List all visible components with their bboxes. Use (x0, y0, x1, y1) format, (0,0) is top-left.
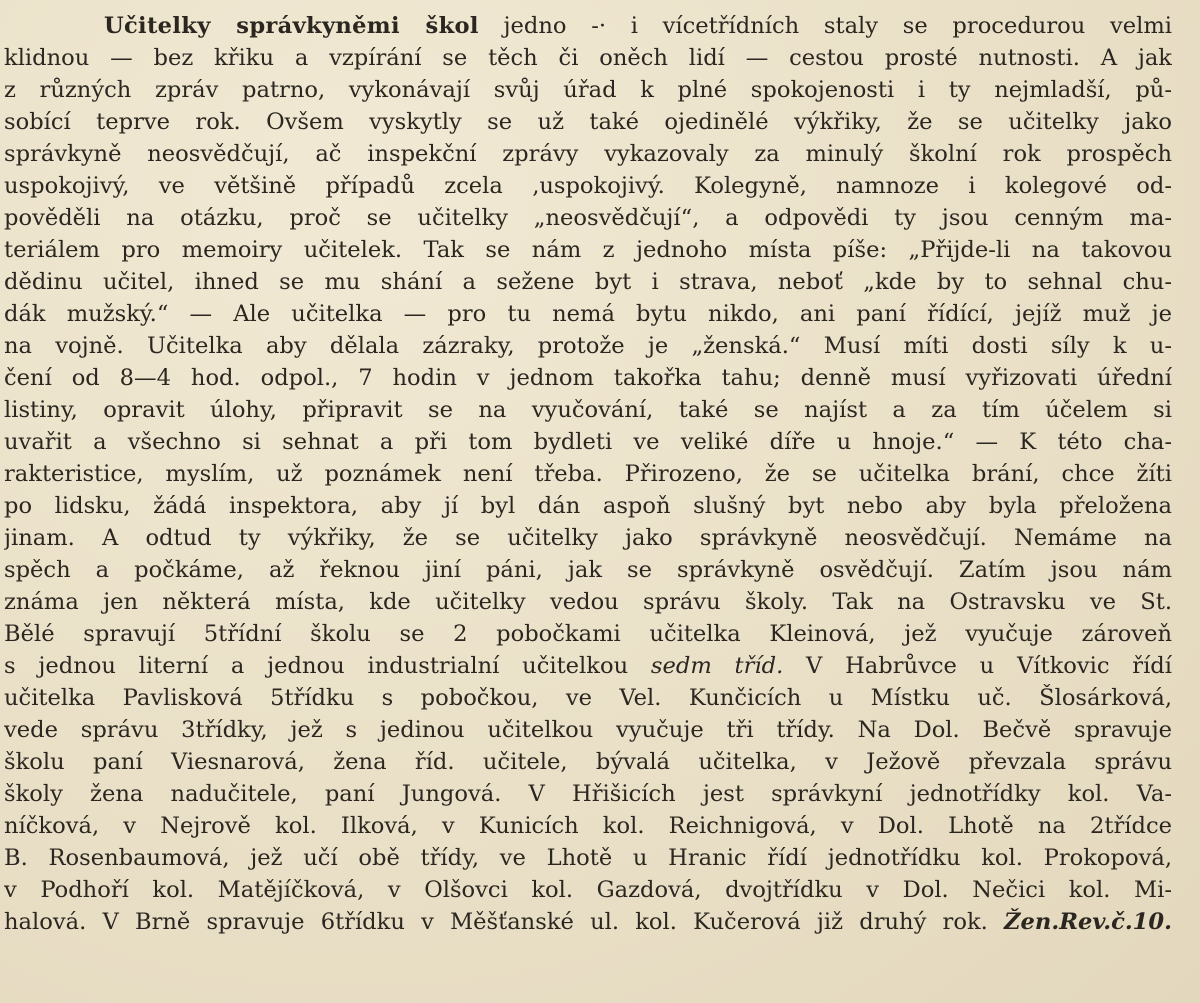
article-heading: Učitelky správkyněmi škol (104, 13, 479, 39)
text-line-18: spěch a počkáme, až řeknou jiní páni, jak se správkyně osvědčují. Zatím jsou nám (4, 557, 1172, 583)
text-line-9: dědinu učitel, ihned se mu shání a seženе byt i strava, neboť „kde by to sehnal chu- (4, 269, 1172, 295)
text-line-22: učitelka Pavlisková 5třídku s pobočkou, ve Vel. Kunčicích u Místku uč. Šlosárková, (4, 685, 1172, 711)
text-line-3: z různých zpráv patrno, vykonávají svůj úřad k plné spokojenosti i ty nejmladší, pů- (4, 77, 1172, 103)
text-line-28: v Podhoří kol. Matějíčková, v Olšovci kol. Gazdová, dvojtřídku v Dol. Nečici kol. Mi- (4, 877, 1172, 903)
text-line-21-before: s jednou literní a jednou industrialní učitelkou (4, 653, 651, 679)
text-line-12: čení od 8—4 hod. odpol., 7 hodin v jednom takořka tahu; denně musí vyřizovati úřední (4, 365, 1172, 391)
text-line-29-text: halová. V Brně spravuje 6třídku v Měšťanské ul. kol. Kučerová již druhý rok. (4, 909, 1005, 935)
text-line-8: teriálem pro memoiry učitelek. Tak se nám z jednoho místa píše: „Přijde-li na takovou (4, 237, 1172, 263)
text-line-2: klidnou — bez křiku a vzpírání se těch či oněch lidí — cestou prosté nutnosti. A jak (4, 45, 1172, 71)
text-line-25: školy žena nadučitele, paní Jungová. V Hřišicích jest správkyní jednotřídky kol. Va- (4, 781, 1172, 807)
text-line-10: dák mužský.“ — Ale učitelka — pro tu nemá bytu nikdo, ani paní řídící, jejíž muž je (4, 301, 1172, 327)
text-line-20: Bělé spravují 5třídní školu se 2 pobočkami učitelka Kleinová, jež vyučuje zároveň (4, 621, 1172, 647)
text-line-23: vede správu 3třídky, jež s jedinou učitelkou vyučuje tři třídy. Na Dol. Bečvě spravuje (4, 717, 1172, 743)
text-line-5: správkyně neosvědčují, ač inspekční zprávy vykazovaly za minulý školní rok prospěch (4, 141, 1172, 167)
text-line-24: školu paní Viesnarová, žena říd. učitele, bývalá učitelka, v Ježově převzala správu (4, 749, 1172, 775)
text-line-27: B. Rosenbaumová, jež učí obě třídy, ve Lhotě u Hranic řídí jednotřídku kol. Prokopová, (4, 845, 1172, 871)
text-line-1 (4, 10, 1172, 42)
text-line-6: uspokojivý, ve většině případů zcela ‚uspokojivý. Kolegyně, namnoze i kolegové od- (4, 173, 1172, 199)
text-line-16: po lidsku, žádá inspektora, aby jí byl dán aspoň slušný byt nebo aby byla přeložena (4, 493, 1172, 519)
text-line-21-after: V Habrůvce u Vítkovic řídí (783, 653, 1172, 679)
text-line-19: známa jen některá místa, kde učitelky vedou správu školy. Tak na Ostravsku ve St. (4, 589, 1172, 615)
text-line-11: na vojně. Učitelka aby dělala zázraky, protože je „ženská.“ Musí míti dosti síly k u- (4, 333, 1172, 359)
text-line-1-rest: jedno -· i vícetřídních staly se procedurou velmi (478, 13, 1172, 39)
text-line-29 (4, 906, 1172, 938)
text-line-14: uvařit a všechno si sehnat a při tom bydleti ve veliké díře u hnoje.“ — K této cha- (4, 429, 1172, 455)
text-line-26: níčková, v Nejrově kol. Ilková, v Kunicích kol. Reichnigová, v Dol. Lhotě na 2třídce (4, 813, 1172, 839)
source-citation: Žen.Rev.č.10. (1004, 909, 1172, 935)
text-line-7: pověděli na otázku, proč se učitelky „neosvědčují“, a odpovědi ty jsou cenným ma- (4, 205, 1172, 231)
text-line-4: sobící teprve rok. Ovšem vyskytly se už také ojedinělé výkřiky, že se učitelky jako (4, 109, 1172, 135)
text-line-17: jinam. A odtud ty výkřiky, že se učitelky jako správkyně neosvědčují. Nemáme na (4, 525, 1172, 551)
emphasis-seven-classes: sedm tříd. (650, 653, 784, 679)
text-line-21 (4, 650, 1172, 682)
text-line-15: rakteristice, myslím, už poznámek není třeba. Přirozeno, že se učitelka brání, chce žíti (4, 461, 1172, 487)
text-line-13: listiny, opravit úlohy, připravit se na vyučování, také se najíst a za tím účelem si (4, 397, 1172, 423)
